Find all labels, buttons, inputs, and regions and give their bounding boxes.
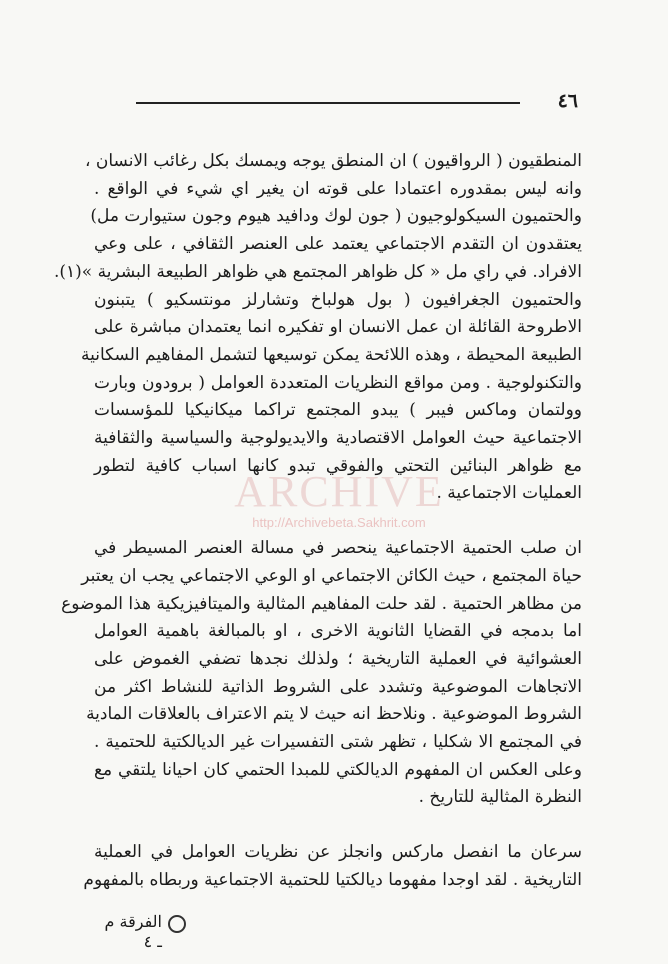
page-footer bbox=[98, 912, 318, 951]
circle-icon bbox=[168, 915, 186, 933]
article-text bbox=[53, 148, 582, 895]
paragraph-1-line-2: وانه ليس بمقدوره اعتمادا على قوته ان يغير اي شيء في الواقع . bbox=[94, 178, 582, 199]
paragraph-2-line-9: وعلى العكس ان المفهوم الديالكتي للمبدا الحتمي كان احيانا يلتقي مع bbox=[94, 759, 582, 780]
paragraph-1-line-11: الاجتماعية حيث العوامل الاقتصادية والايديولوجية والسياسية والثقافية bbox=[94, 428, 582, 449]
paragraph-2-line-2: حياة المجتمع ، حيث الكائن الاجتماعي او الوعي الاجتماعي يجب ان يعتبر bbox=[81, 565, 582, 586]
paragraph-1 bbox=[53, 148, 582, 508]
page-number: ٤٦ bbox=[557, 90, 578, 112]
paragraph-2-line-6: الاتجاهات الموضوعية وتشدد على الشروط الذاتية للنشاط اكثر من bbox=[94, 676, 582, 697]
paragraph-1-line-1: المنطقيون ( الرواقيون ) ان المنطق يوجه ويمسك بكل رغائب الانسان ، bbox=[84, 151, 582, 171]
paragraph-spacing bbox=[94, 812, 582, 839]
paragraph-1-line-10: وولتمان وماكس فيبر ) يبدو المجتمع تراكما ميكانيكيا للمؤسسات bbox=[94, 400, 582, 421]
watermark-url: http://Archivebeta.Sakhrit.com bbox=[252, 515, 426, 530]
paragraph-3-line-2: التاريخية . لقد اوجدا مفهوما ديالكتيا للحتمية الاجتماعية وربطاه بالمفهوم bbox=[83, 869, 582, 890]
paragraph-1-line-9: والتكنولوجية . ومن مواقع النظريات المتعددة العوامل ( برودون وبارت bbox=[94, 372, 582, 393]
paragraph-1-line-8: الطبيعة المحيطة ، وهذه اللائحة يمكن توسيعها لتشمل المفاهيم السكانية bbox=[80, 344, 582, 365]
paragraph-1-line-3: والحتميون السيكولوجيون ( جون لوك ودافيد هيوم وجون ستيوارت مل) bbox=[90, 206, 582, 227]
paragraph-3-line-1: سرعان ما انفصل ماركس وانجلز عن نظريات العوامل في العملية bbox=[94, 842, 582, 863]
header-rule bbox=[136, 102, 520, 104]
paragraph-3 bbox=[83, 839, 582, 894]
footer-text: الفرقة م ـ ٤ bbox=[104, 912, 162, 951]
paragraph-1-line-12: مع ظواهر البنائين التحتي والفوقي تبدو كانها اسباب كافية لتطور bbox=[94, 455, 582, 476]
paragraph-1-line-6: والحتميون الجغرافيون ( بول هولباخ وتشارلز مونتسكيو ) يتبنون bbox=[94, 289, 582, 310]
paragraph-spacing bbox=[94, 508, 582, 535]
paragraph-2-line-7: الشروط الموضوعية . ونلاحظ انه حيث لا يتم الاعتراف بالعلاقات المادية bbox=[86, 704, 582, 725]
paragraph-2-line-3: من مظاهر الحتمية . لقد حلت المفاهيم المثالية والميتافيزيكية هذا الموضوع bbox=[61, 593, 582, 614]
paragraph-2-line-4: اما بدمجه في القضايا الثانوية الاخرى ، او بالمبالغة باهمية العوامل bbox=[94, 621, 582, 642]
paragraph-1-line-4: يعتقدون ان التقدم الاجتماعي يعتمد على العنصر الثقافي ، على وعي bbox=[94, 234, 582, 255]
paragraph-2-line-8: في المجتمع الا شكليا ، تظهر شتى التفسيرات غير الديالكتية للحتمية . bbox=[94, 732, 582, 753]
watermark-title: ARCHIVE bbox=[234, 467, 444, 516]
paragraph-2-line-10: النظرة المثالية للتاريخ . bbox=[418, 787, 582, 808]
paragraph-1-line-13: العمليات الاجتماعية . bbox=[436, 483, 582, 504]
paragraph-1-line-7: الاطروحة القائلة ان عمل الانسان او تفكيره انما يعتمدان مباشرة على bbox=[94, 317, 582, 338]
paragraph-2-line-5: العشوائية في العملية التاريخية ؛ ولذلك نجدها تضفي الغموض على bbox=[94, 648, 582, 669]
page-header bbox=[120, 90, 578, 114]
paragraph-1-line-5: الافراد. في راي مل « كل ظواهر المجتمع هي ظواهر الطبيعة البشرية »(١). bbox=[53, 261, 582, 282]
paragraph-2 bbox=[61, 535, 582, 812]
paragraph-2-line-1: ان صلب الحتمية الاجتماعية ينحصر في مسالة العنصر المسيطر في bbox=[94, 538, 582, 559]
